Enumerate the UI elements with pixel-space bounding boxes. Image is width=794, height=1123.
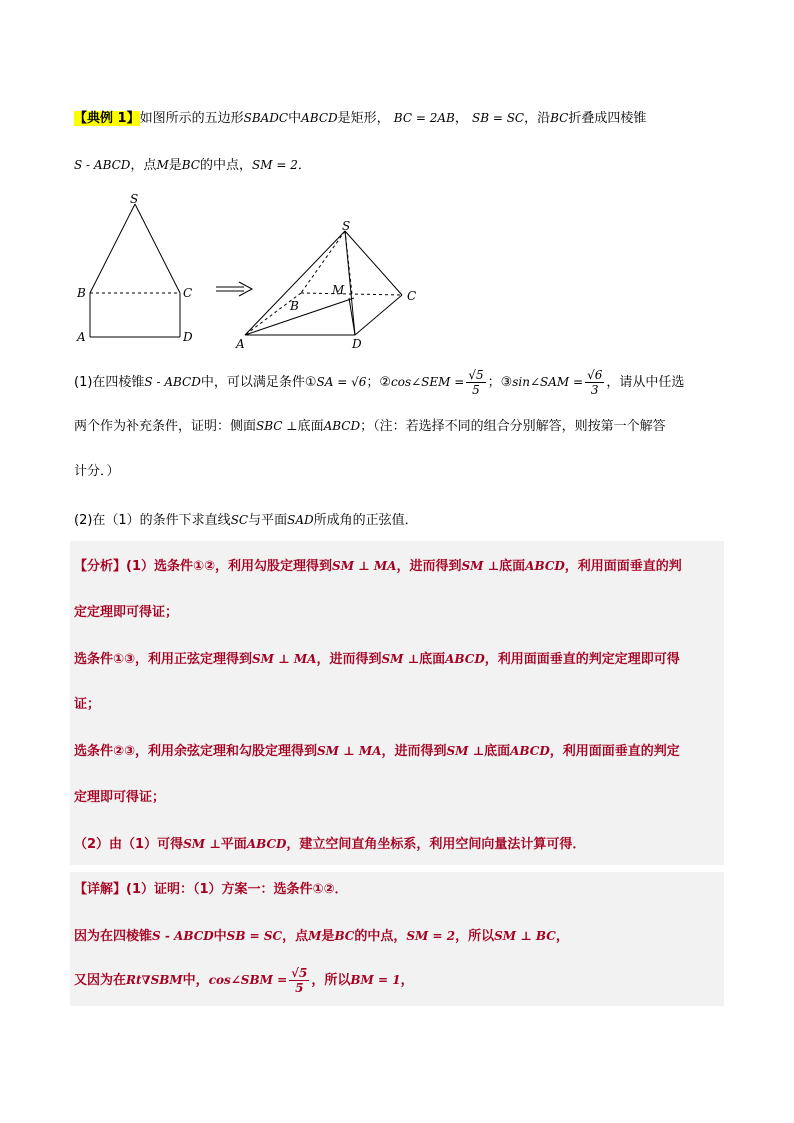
edge-sd: [345, 231, 355, 335]
example-line-2: S - ABCD，点M是BC的中点，SM = 2．: [74, 158, 311, 173]
question-1-line-2: 两个作为补充条件，证明：侧面SBC ⊥底面ABCD；（注：若选择不同的组合分别解答，则按第一个解答: [74, 419, 666, 434]
fraction-cos-sbm: $\frac{√5}{5}$: [291, 966, 308, 995]
detail-label: 【详解】: [74, 882, 127, 897]
question-1-line-3: 计分．）: [74, 464, 120, 479]
analysis-section: [70, 541, 724, 865]
detail-line-3: 又因为在Rt∇SBM中，cos∠SBM = $\frac{√5}{5}$ ，所以BM = 1，: [74, 966, 414, 995]
edge-sb: [90, 204, 135, 293]
segment-ma: [245, 298, 354, 335]
condition-3: sin∠SAM =: [512, 375, 584, 389]
analysis-line-6: 定理即可得证；: [74, 790, 166, 805]
fraction-sin: $\frac{√6}{3}$: [587, 368, 603, 397]
edge-sc-3d: [345, 231, 402, 295]
question-1-line-1: (1)在四棱锥S - ABCD中，可以满足条件①SA = √6；②cos∠SEM = $\frac{√5}{5}$ ；③sin∠SAM = $\frac{√6}{3}$ ，请从中任选: [74, 368, 685, 397]
label-b-left: B: [77, 286, 86, 300]
label-c-right: C: [407, 289, 417, 303]
edge-sc: [135, 204, 180, 293]
pentagon-figure: [90, 204, 180, 337]
example-tag: 【典例 1】: [74, 111, 140, 126]
fold-arrow-icon: [216, 282, 252, 296]
analysis-label: 【分析】: [74, 559, 127, 574]
condition-2: cos∠SEM =: [391, 375, 465, 389]
analysis-line-5: 选条件②③，利用余弦定理和勾股定理得到SM ⊥ MA，进而得到SM ⊥底面ABCD，利用面面垂直的判定: [74, 744, 680, 759]
analysis-line-7: （2）由（1）可得SM ⊥平面ABCD，建立空间直角坐标系，利用空间向量法计算可得．: [74, 837, 586, 852]
pyramid-figure: [245, 231, 402, 335]
label-b-right: B: [290, 299, 299, 313]
analysis-line-2: 定定理即可得证；: [74, 605, 179, 620]
edge-sa: [245, 231, 345, 335]
label-d-left: D: [183, 330, 193, 344]
label-s-right: S: [342, 219, 351, 233]
label-s-left: S: [130, 192, 139, 206]
edge-dc-3d: [355, 295, 402, 335]
detail-line-2: 因为在四棱锥S - ABCD中SB = SC，点M是BC的中点，SM = 2，所以SM ⊥ BC，: [74, 929, 569, 944]
label-a-left: A: [77, 330, 86, 344]
fraction-cos: $\frac{√5}{5}$: [468, 368, 484, 397]
example-line-1: 【典例 1】如图所示的五边形SBADC中ABCD是矩形， BC = 2AB， SB = SC，沿BC折叠成四棱锥: [74, 111, 647, 126]
detail-line-1: 【详解】(1）证明：（1）方案一：选条件①②．: [74, 882, 348, 897]
condition-1: SA = √6: [316, 375, 367, 389]
label-a-right: A: [236, 337, 245, 351]
label-d-right: D: [352, 337, 362, 351]
analysis-line-1: 【分析】(1）选条件①②，利用勾股定理得到SM ⊥ MA，进而得到SM ⊥底面ABCD，利用面面垂直的判: [74, 559, 682, 574]
analysis-line-4: 证；: [74, 697, 101, 712]
label-m-right: M: [332, 283, 345, 297]
analysis-line-3: 选条件①③，利用正弦定理得到SM ⊥ MA，进而得到SM ⊥底面ABCD，利用面面垂直的判定定理即可得: [74, 652, 680, 667]
label-c-left: C: [183, 286, 193, 300]
geometry-figure: [70, 190, 430, 355]
question-2: (2)在（1）的条件下求直线SC与平面SAD所成角的正弦值．: [74, 513, 418, 528]
